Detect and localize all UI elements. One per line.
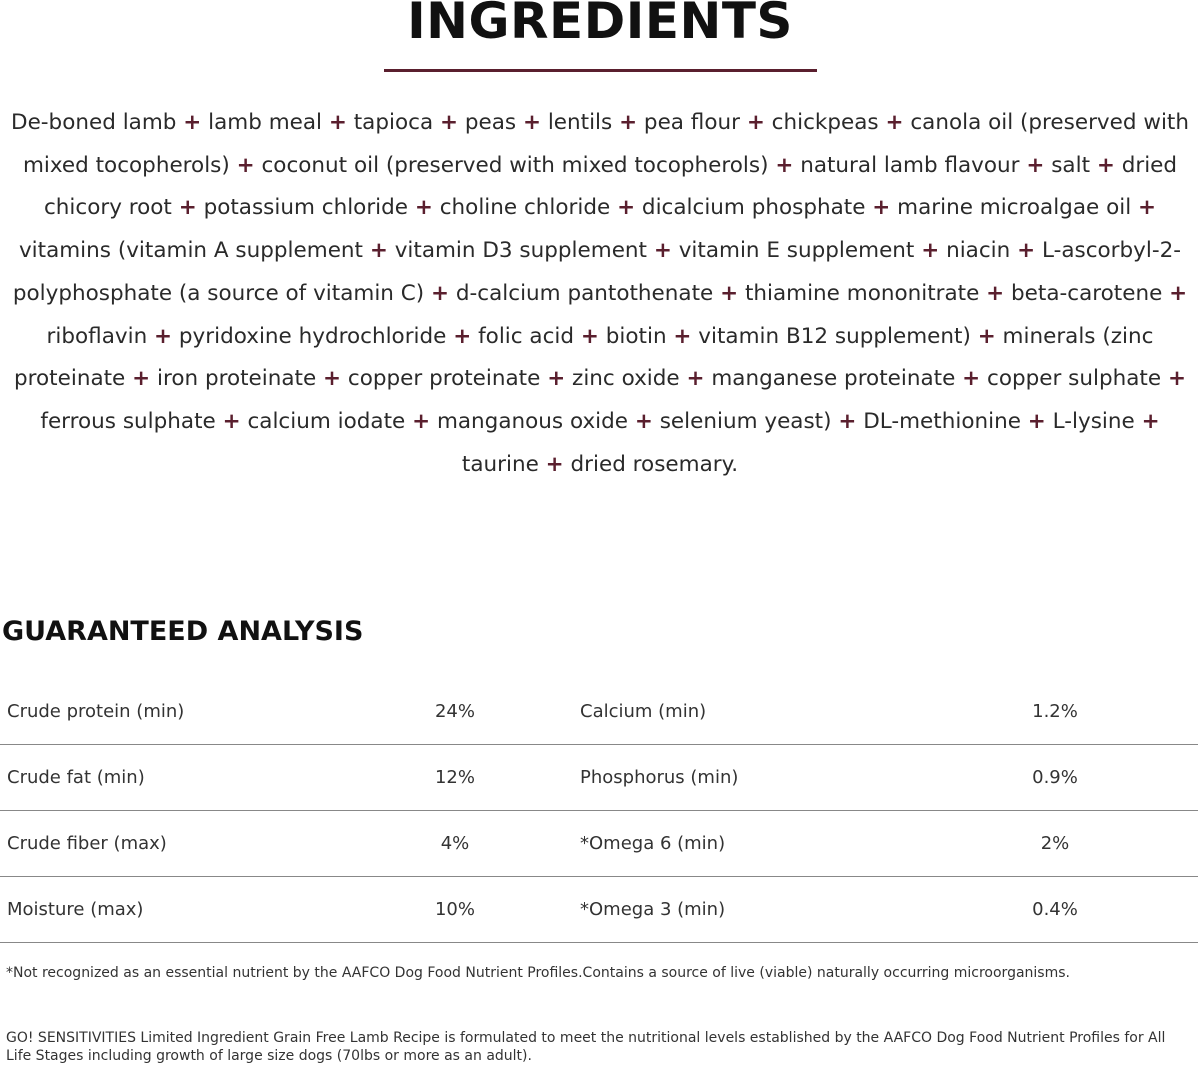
ingredient-item: dried chicory root: [43, 152, 1178, 221]
plus-separator: +: [154, 323, 173, 349]
plus-separator: +: [222, 408, 241, 434]
page-title: INGREDIENTS: [407, 0, 793, 50]
plus-separator: +: [921, 238, 940, 264]
plus-separator: +: [653, 238, 672, 264]
ingredient-item: L-lysine: [1052, 408, 1135, 434]
ingredient-item: DL-methionine: [863, 408, 1021, 434]
plus-separator: +: [236, 152, 255, 178]
nutrient-label: Phosphorus (min): [580, 767, 739, 788]
ingredient-item: riboflavin: [46, 323, 148, 349]
plus-separator: +: [323, 366, 342, 392]
nutrient-label: Crude fat (min): [7, 767, 145, 788]
ingredient-item: calcium iodate: [247, 408, 406, 434]
nutrient-label: *Omega 3 (min): [580, 899, 726, 920]
plus-separator: +: [686, 366, 705, 392]
plus-separator: +: [872, 195, 891, 221]
plus-separator: +: [183, 110, 202, 135]
ingredient-item: lamb meal: [208, 110, 323, 135]
footnote: *Not recognized as an essential nutrient by the AAFCO Dog Food Nutrient Profiles.Contains a source of live (viable) naturally occurring microorganisms.: [6, 965, 1070, 981]
plus-separator: +: [132, 366, 151, 392]
plus-separator: +: [178, 195, 197, 221]
plus-separator: +: [673, 323, 692, 349]
ingredient-item: coconut oil (preserved with mixed tocopherols): [261, 152, 769, 178]
plus-separator: +: [634, 408, 653, 434]
plus-separator: +: [547, 366, 566, 392]
ingredient-item: dried rosemary.: [570, 451, 739, 477]
ingredient-item: iron proteinate: [156, 366, 317, 392]
nutrient-value: 24%: [434, 701, 475, 722]
ingredient-item: vitamins (vitamin A supplement: [18, 238, 363, 264]
plus-separator: +: [1096, 152, 1115, 178]
nutrient-label: Moisture (max): [7, 899, 144, 920]
nutrient-value: 4%: [440, 833, 470, 854]
plus-separator: +: [545, 451, 564, 477]
ingredient-item: potassium chloride: [203, 195, 409, 221]
plus-separator: +: [977, 323, 996, 349]
ingredient-item: thiamine mononitrate: [744, 280, 980, 306]
plus-separator: +: [522, 110, 541, 135]
table-row: [0, 877, 1198, 943]
ingredient-item: vitamin B12 supplement): [698, 323, 971, 349]
ingredient-item: manganese proteinate: [711, 366, 956, 392]
ingredient-item: salt: [1051, 152, 1091, 178]
nutrient-value: 2%: [1040, 833, 1070, 854]
ingredient-item: pea flour: [643, 110, 740, 135]
ingredient-item: tapioca: [353, 110, 434, 135]
ingredient-item: d-calcium pantothenate: [455, 280, 714, 306]
nutrient-label: Calcium (min): [580, 701, 707, 722]
plus-separator: +: [1169, 280, 1188, 306]
ingredient-item: natural lamb flavour: [800, 152, 1020, 178]
ingredient-item: marine microalgae oil: [897, 195, 1132, 221]
title-underline: [384, 69, 817, 72]
nutrient-value: 0.9%: [1032, 767, 1078, 788]
plus-separator: +: [414, 195, 433, 221]
plus-separator: +: [720, 280, 739, 306]
nutrient-value: 1.2%: [1032, 701, 1078, 722]
nutrient-value: 12%: [434, 767, 475, 788]
ingredient-item: ferrous sulphate: [40, 408, 216, 434]
plus-separator: +: [1167, 366, 1186, 392]
ingredient-item: copper sulphate: [987, 366, 1162, 392]
plus-separator: +: [986, 280, 1005, 306]
ingredient-item: chickpeas: [771, 110, 879, 135]
guaranteed-analysis-title: GUARANTEED ANALYSIS: [2, 616, 364, 647]
ingredient-item: dicalcium phosphate: [641, 195, 866, 221]
guaranteed-analysis-table: [0, 679, 1198, 943]
plus-separator: +: [775, 152, 794, 178]
ingredient-item: peas: [464, 110, 517, 135]
plus-separator: +: [431, 280, 450, 306]
ingredient-item: vitamin E supplement: [678, 238, 915, 264]
ingredient-item: manganous oxide: [436, 408, 629, 434]
plus-separator: +: [746, 110, 765, 135]
ingredient-item: niacin: [946, 238, 1011, 264]
ingredient-item: De-boned lamb: [11, 110, 177, 135]
plus-separator: +: [1027, 408, 1046, 434]
plus-separator: +: [1141, 408, 1160, 434]
ingredient-item: zinc oxide: [572, 366, 680, 392]
ingredients-list: [0, 102, 1200, 486]
nutrient-label: *Omega 6 (min): [580, 833, 726, 854]
ingredient-item: copper proteinate: [347, 366, 541, 392]
plus-separator: +: [369, 238, 388, 264]
plus-separator: +: [962, 366, 981, 392]
plus-separator: +: [439, 110, 458, 135]
plus-separator: +: [328, 110, 347, 135]
nutrient-value: 0.4%: [1032, 899, 1078, 920]
ingredient-item: beta-carotene: [1011, 280, 1163, 306]
ingredient-item: lentils: [547, 110, 613, 135]
ingredient-item: minerals (zinc proteinate: [14, 323, 1154, 392]
table-row: [0, 811, 1198, 877]
ingredient-item: selenium yeast): [659, 408, 832, 434]
plus-separator: +: [619, 110, 638, 135]
table-row: [0, 745, 1198, 811]
plus-separator: +: [885, 110, 904, 135]
plus-separator: +: [838, 408, 857, 434]
ingredient-item: L-ascorbyl-2-polyphosphate (a source of vitamin C): [12, 238, 1182, 306]
ingredient-item: choline chloride: [439, 195, 611, 221]
nutrient-label: Crude fiber (max): [7, 833, 167, 854]
ingredient-item: pyridoxine hydrochloride: [178, 323, 447, 349]
ingredient-item: taurine: [461, 451, 539, 477]
plus-separator: +: [1017, 238, 1036, 264]
ingredient-item: folic acid: [478, 323, 575, 349]
plus-separator: +: [412, 408, 431, 434]
plus-separator: +: [453, 323, 472, 349]
ingredient-item: biotin: [605, 323, 667, 349]
plus-separator: +: [1026, 152, 1045, 178]
ingredient-item: canola oil (preserved with mixed tocopherols): [22, 110, 1189, 178]
ingredient-item: vitamin D3 supplement: [394, 238, 647, 264]
nutrient-label: Crude protein (min): [7, 701, 185, 722]
plus-separator: +: [580, 323, 599, 349]
plus-separator: +: [617, 195, 636, 221]
table-row: [0, 679, 1198, 745]
nutrient-value: 10%: [434, 899, 475, 920]
aafco-statement: GO! SENSITIVITIES Limited Ingredient Grain Free Lamb Recipe is formulated to meet the nutritional levels established by the AAFCO Dog Food Nutrient Profiles for All Life Stages including growth of large size dogs (70lbs or more as an adult).: [6, 1030, 1166, 1064]
plus-separator: +: [1138, 195, 1157, 221]
